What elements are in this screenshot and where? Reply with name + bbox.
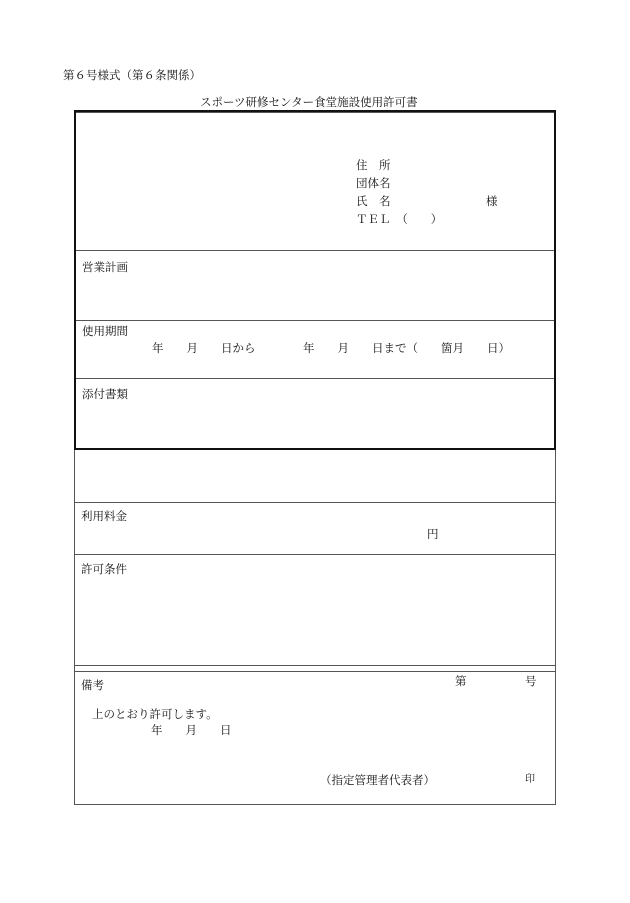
business-plan-section: [76, 250, 554, 322]
period-section: [76, 320, 554, 380]
group-label: 団体名: [356, 176, 391, 190]
remarks-label: 備考: [81, 678, 104, 692]
business-plan-label: 営業計画: [82, 260, 128, 274]
fee-section: [75, 502, 555, 554]
fee-label: 利用料金: [81, 509, 127, 523]
tel-label: ＴＥＬ （ ）: [356, 212, 443, 226]
permit-section: [75, 665, 555, 804]
seal-mark: 印: [525, 774, 535, 785]
period-to: 年 月 日まで（ 箇月 日）: [303, 341, 510, 355]
permit-number-prefix: 第: [455, 674, 467, 688]
permit-date: 年 月 日: [151, 723, 232, 737]
fee-unit: 円: [427, 527, 439, 541]
conditions-section: [75, 554, 555, 671]
conditions-label: 許可条件: [81, 562, 127, 576]
name-label: 氏 名: [356, 194, 391, 208]
period-from: 年 月 日から: [152, 341, 256, 355]
attachments-section: [76, 378, 554, 448]
form-number: 第６号様式（第６条関係）: [63, 68, 201, 82]
honorific: 様: [486, 194, 498, 208]
period-label: 使用期間: [82, 324, 128, 338]
signer-label: （指定管理者代表者）: [320, 773, 435, 787]
permit-number-suffix: 号: [525, 674, 537, 688]
attachments-label: 添付書類: [82, 387, 128, 401]
address-label: 住 所: [356, 158, 391, 172]
application-box: [74, 110, 556, 450]
permit-statement: 上のとおり許可します。: [92, 707, 218, 721]
document-title: スポーツ研修センター食堂施設使用許可書: [200, 95, 418, 109]
